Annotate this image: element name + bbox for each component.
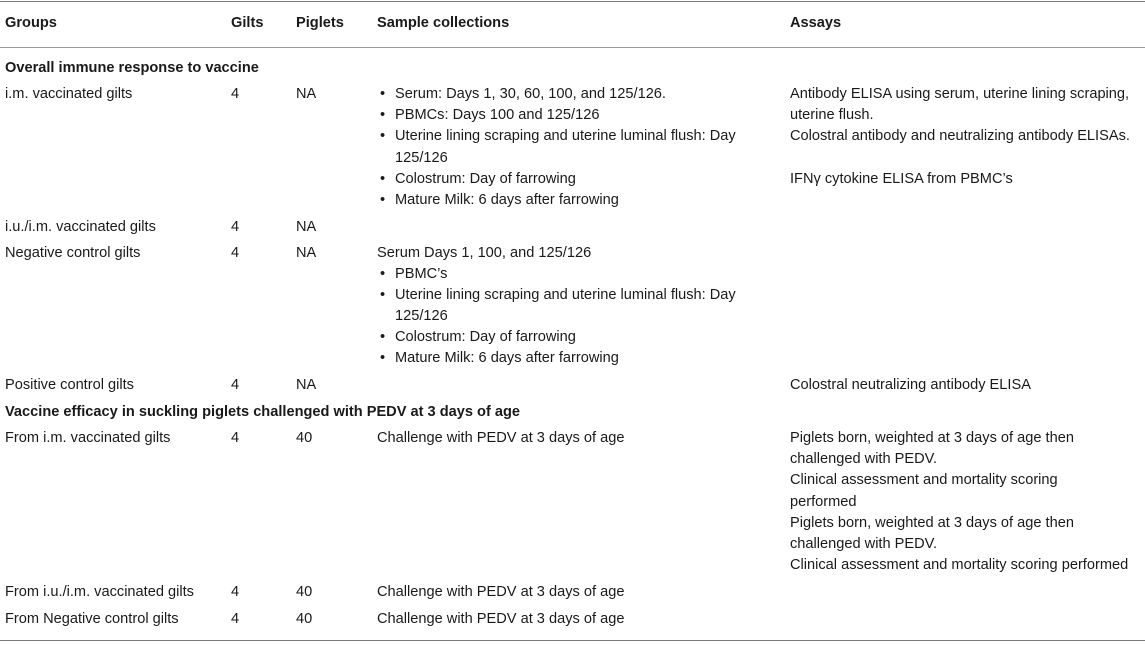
table-row-group: i.m. vaccinated gilts xyxy=(5,86,133,102)
table-row-piglets: NA xyxy=(296,245,317,261)
table-row-piglets: NA xyxy=(296,86,317,102)
table-row-gilts: 4 xyxy=(231,86,240,102)
header-rule xyxy=(0,47,1145,48)
assay-line: Piglets born, weighted at 3 days of age then xyxy=(790,430,1074,446)
section-title-immune-response: Overall immune response to vaccine xyxy=(5,60,259,76)
assay-lines xyxy=(790,84,1130,190)
table-row-sample: Challenge with PEDV at 3 days of age xyxy=(377,584,625,600)
assay-line: Clinical assessment and mortality scoring xyxy=(790,472,1058,489)
table-row-gilts: 4 xyxy=(231,377,240,393)
sample-list xyxy=(377,327,619,369)
list-item: • Colostrum: Day of farrowing xyxy=(377,327,619,348)
assay-line: performed xyxy=(790,493,857,510)
assay-line: challenged with PEDV. xyxy=(790,451,938,468)
assay-line: IFNγ cytokine ELISA from PBMC’s xyxy=(790,170,1013,187)
table-row-gilts: 4 xyxy=(231,611,240,627)
list-item: • Mature Milk: 6 days after farrowing xyxy=(377,348,619,369)
table-row-group: From i.m. vaccinated gilts xyxy=(5,430,171,446)
list-item-continuation: 125/126 xyxy=(395,308,448,324)
table-row-group: Negative control gilts xyxy=(5,245,141,261)
assay-line: Colostral antibody and neutralizing antibody ELISAs. xyxy=(790,128,1130,145)
header-assays: Assays xyxy=(790,15,842,31)
table-row-group: i.u./i.m. vaccinated gilts xyxy=(5,219,156,235)
table-row-piglets: 40 xyxy=(296,584,313,600)
table-row-gilts: 4 xyxy=(231,219,240,235)
sample-lead: Serum Days 1, 100, and 125/126 xyxy=(377,245,592,261)
table-row-piglets: 40 xyxy=(296,611,313,627)
table-row-sample: Challenge with PEDV at 3 days of age xyxy=(377,611,625,627)
list-item: • Uterine lining scraping and uterine luminal flush: Day xyxy=(377,126,736,147)
list-item: • Colostrum: Day of farrowing xyxy=(377,169,619,190)
assay-lines xyxy=(790,428,1128,576)
list-item: • Serum: Days 1, 30, 60, 100, and 125/126. xyxy=(377,84,736,105)
header-sample-collections: Sample collections xyxy=(377,15,510,31)
assay-line: Clinical assessment and mortality scoring performed xyxy=(790,557,1129,574)
assay-line: uterine flush. xyxy=(790,107,874,124)
table-bottom-rule xyxy=(0,640,1145,641)
sample-list xyxy=(377,169,619,211)
header-groups: Groups xyxy=(5,15,57,31)
table-row-assay: Colostral neutralizing antibody ELISA xyxy=(790,377,1031,393)
list-item: • Uterine lining scraping and uterine luminal flush: Day xyxy=(377,285,736,306)
assay-line: Antibody ELISA using serum, uterine lining scraping, xyxy=(790,86,1130,102)
table-top-rule xyxy=(0,1,1145,2)
list-item: • PBMCs: Days 100 and 125/126 xyxy=(377,105,736,126)
section-title-vaccine-efficacy: Vaccine efficacy in suckling piglets challenged with PEDV at 3 days of age xyxy=(5,404,521,420)
table-row-group: From Negative control gilts xyxy=(5,611,179,627)
header-piglets: Piglets xyxy=(296,15,344,31)
header-gilts: Gilts xyxy=(231,15,264,31)
list-item: • Mature Milk: 6 days after farrowing xyxy=(377,190,619,211)
assay-line: challenged with PEDV. xyxy=(790,536,938,553)
table-row-group: Positive control gilts xyxy=(5,377,134,393)
list-item-continuation: 125/126 xyxy=(395,150,448,166)
sample-list xyxy=(377,264,736,306)
table-row-gilts: 4 xyxy=(231,430,240,446)
assay-line xyxy=(790,148,1130,169)
list-item: • PBMC’s xyxy=(377,264,736,285)
sample-list xyxy=(377,84,736,148)
table-row-group: From i.u./i.m. vaccinated gilts xyxy=(5,584,194,600)
table-row-piglets: 40 xyxy=(296,430,313,446)
table-row-gilts: 4 xyxy=(231,245,240,261)
table-row-sample: Challenge with PEDV at 3 days of age xyxy=(377,430,625,446)
table-row-piglets: NA xyxy=(296,219,317,235)
assay-line: Piglets born, weighted at 3 days of age then xyxy=(790,514,1074,531)
table-row-piglets: NA xyxy=(296,377,317,393)
table-row-gilts: 4 xyxy=(231,584,240,600)
